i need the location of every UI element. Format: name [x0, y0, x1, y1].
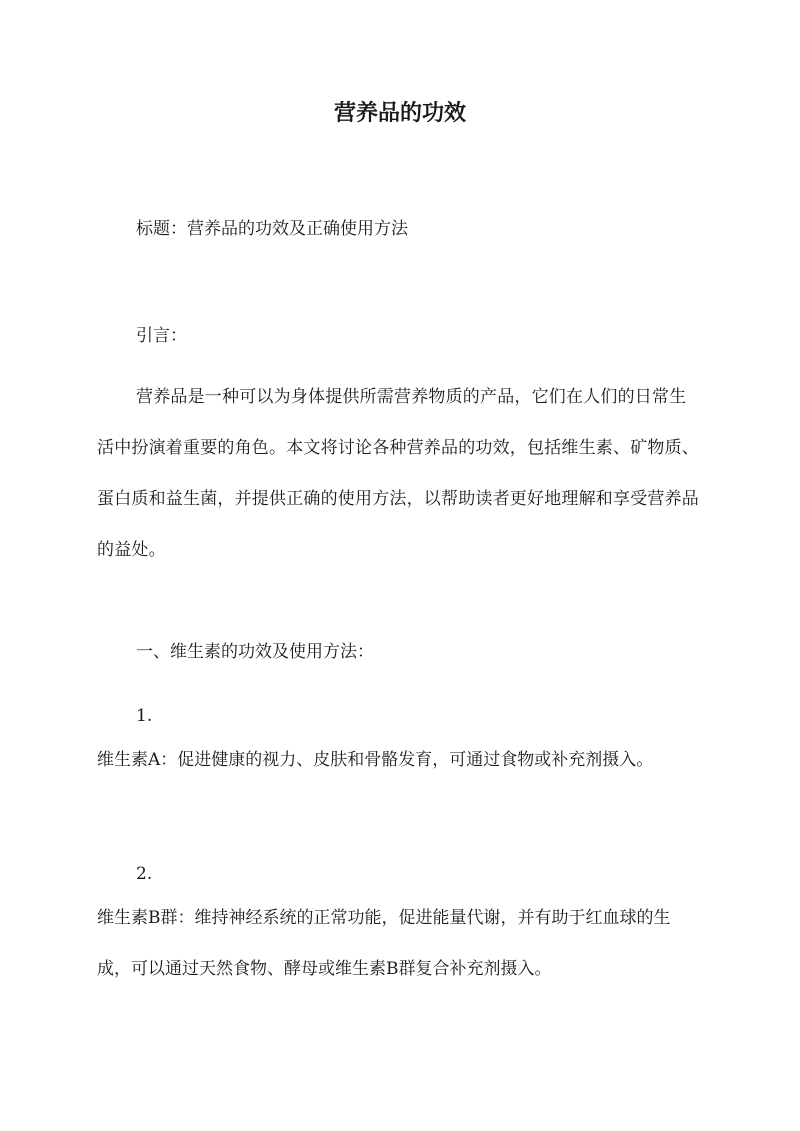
intro-heading: 引言： [136, 326, 187, 346]
page-title: 营养品的功效 [333, 100, 466, 126]
section-heading-vitamins: 一、维生素的功效及使用方法： [136, 642, 374, 662]
list-item-number: 1. [136, 706, 153, 726]
intro-paragraph: 营养品是一种可以为身体提供所需营养物质的产品，它们在人们的日常生活中扮演着重要的角色。本文将讨论各种营养品的功效，包括维生素、矿物质、蛋白质和益生菌，并提供正确的使用方法，以帮助读者更好地理解和享受营养品的益处。 [97, 387, 699, 560]
list-item-text: 维生素B群：维持神经系统的正常功能，促进能量代谢，并有助于红血球的生成，可以通过天然食物、酵母或维生素B群复合补充剂摄入。 [97, 908, 671, 979]
list-item-number: 2. [136, 864, 153, 884]
list-item-text: 维生素A：促进健康的视力、皮肤和骨骼发育，可通过食物或补充剂摄入。 [97, 750, 654, 770]
subtitle-line: 标题：营养品的功效及正确使用方法 [136, 219, 408, 239]
